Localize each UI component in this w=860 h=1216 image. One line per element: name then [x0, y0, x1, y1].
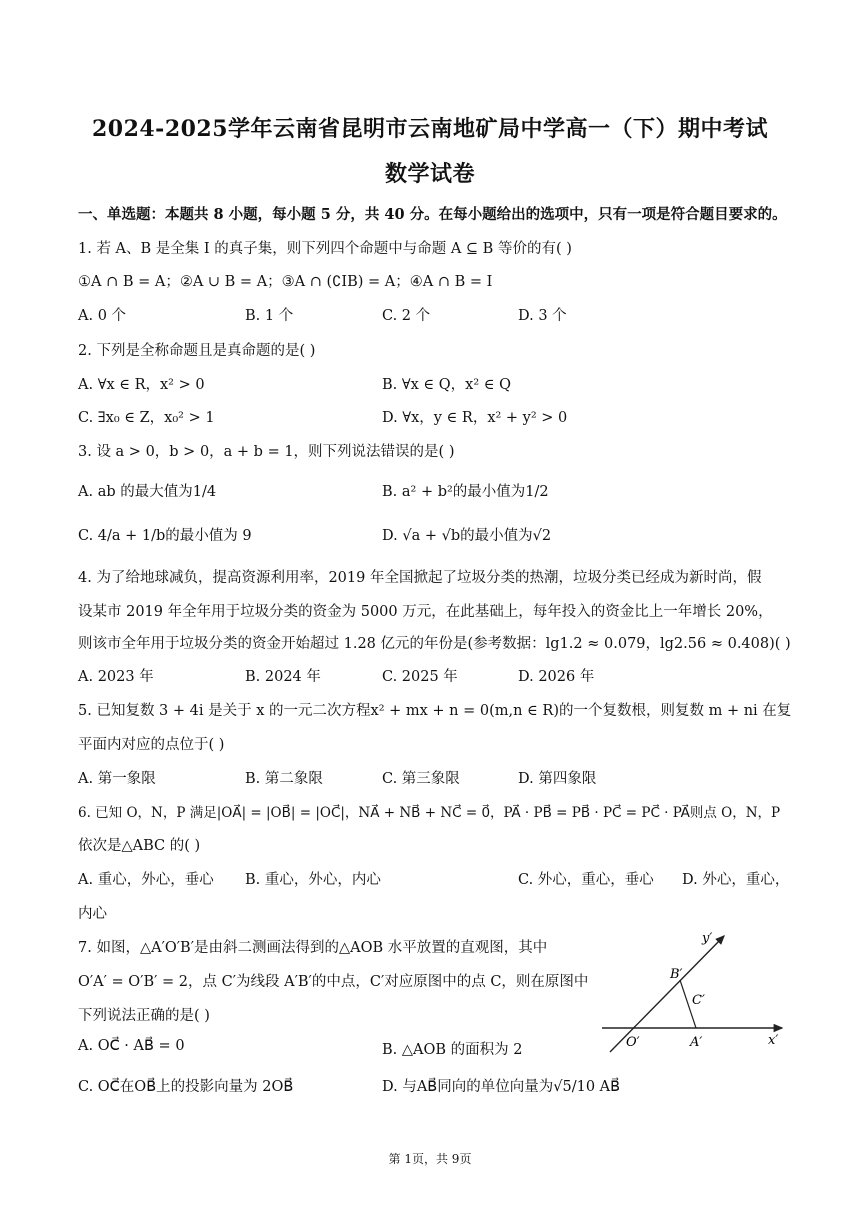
q1-option-b: B. 1 个: [245, 308, 294, 324]
q6-option-a: A. 重心，外心，垂心: [78, 872, 214, 888]
q4-option-c: C. 2025 年: [382, 669, 458, 685]
q5-option-b: B. 第二象限: [245, 771, 323, 787]
q5-line1: 5. 已知复数 3 + 4i 是关于 x 的一元二次方程x² + mx + n = 0(m,n ∈ R)的一个复数根，则复数 m + ni 在复: [78, 703, 792, 719]
q1-statements: ①A ∩ B = A；②A ∪ B = A；③A ∩ (∁IB) = A；④A ∩ B = I: [78, 274, 493, 290]
q2-option-d: D. ∀x，y ∈ R，x² + y² > 0: [382, 410, 568, 426]
q4-line2: 设某市 2019 年全年用于垃圾分类的资金为 5000 万元，在此基础上，每年投入的资金比上一年增长 20%，: [78, 604, 773, 620]
q7-option-b: B. △AOB 的面积为 2: [382, 1042, 523, 1058]
q4-option-d: D. 2026 年: [518, 669, 595, 685]
q3-option-b: B. a² + b²的最小值为1/2: [382, 484, 549, 500]
q3-stem: 3. 设 a > 0，b > 0，a + b = 1，则下列说法错误的是( ): [78, 444, 455, 460]
q3-option-d: D. √a + √b的最小值为√2: [382, 528, 552, 544]
q3-option-c: C. 4/a + 1/b的最小值为 9: [78, 528, 252, 544]
q4-line1: 4. 为了给地球减负，提高资源利用率，2019 年全国掀起了垃圾分类的热潮，垃圾分类已经成为新时尚，假: [78, 570, 762, 586]
q7-line1: 7. 如图，△A′O′B′是由斜二测画法得到的△AOB 水平放置的直观图，其中: [78, 940, 548, 956]
q1-stem: 1. 若 A、B 是全集 I 的真子集，则下列四个命题中与命题 A ⊆ B 等价的有( ): [78, 241, 572, 257]
q7-line3: 下列说法正确的是( ): [78, 1008, 210, 1024]
q5-option-a: A. 第一象限: [78, 771, 156, 787]
q3-option-a: A. ab 的最大值为1/4: [78, 484, 217, 500]
label-y-prime: y′: [702, 931, 713, 946]
q2-stem: 2. 下列是全称命题且是真命题的是( ): [78, 343, 316, 359]
page-footer: 第 1页，共 9页: [388, 1152, 472, 1166]
q6-option-d-wrap: 内心: [78, 906, 107, 922]
q6-option-c: C. 外心，重心，垂心: [518, 872, 654, 888]
q1-option-d: D. 3 个: [518, 308, 567, 324]
q2-option-a: A. ∀x ∈ R，x² > 0: [78, 377, 205, 393]
q6-line1: 6. 已知 O，N，P 满足|OA⃗| = |OB⃗| = |OC⃗|，NA⃗ + NB⃗ + NC⃗ = 0⃗，PA⃗ · PB⃗ = PB⃗ · PC⃗ = PC⃗ · PA⃗则点 O，N，P: [78, 805, 781, 821]
q5-line2: 平面内对应的点位于( ): [78, 737, 225, 753]
label-a-prime: A′: [690, 1035, 703, 1050]
q7-option-a: A. OC⃗ · AB⃗ = 0: [78, 1038, 185, 1054]
q4-option-b: B. 2024 年: [245, 669, 321, 685]
q1-option-a: A. 0 个: [78, 308, 127, 324]
q5-option-c: C. 第三象限: [382, 771, 460, 787]
section-heading: 一、单选题：本题共 8 小题，每小题 5 分，共 40 分。在每小题给出的选项中，只有一项是符合题目要求的。: [78, 206, 787, 223]
label-b-prime: B′: [670, 967, 683, 982]
q1-option-c: C. 2 个: [382, 308, 431, 324]
q7-line2: O′A′ = O′B′ = 2，点 C′为线段 A′B′的中点，C′对应原图中的点 C，则在原图中: [78, 974, 589, 990]
q6-line2: 依次是△ABC 的( ): [78, 838, 201, 854]
q6-option-b: B. 重心，外心，内心: [245, 872, 381, 888]
label-c-prime: C′: [692, 993, 705, 1008]
oblique-projection-figure: [598, 930, 788, 1060]
q2-option-c: C. ∃x₀ ∈ Z，x₀² > 1: [78, 410, 215, 426]
q4-option-a: A. 2023 年: [78, 669, 154, 685]
q2-option-b: B. ∀x ∈ Q，x² ∈ Q: [382, 377, 511, 393]
q6-option-d: D. 外心，重心，: [682, 872, 790, 888]
q7-option-d: D. 与AB⃗同向的单位向量为√5/10 AB⃗: [382, 1079, 621, 1095]
q7-option-c: C. OC⃗在OB⃗上的投影向量为 2OB⃗: [78, 1079, 294, 1095]
document-title: 2024-2025学年云南省昆明市云南地矿局中学高一（下）期中考试: [91, 116, 769, 142]
document-subtitle: 数学试卷: [384, 161, 475, 187]
label-x-prime: x′: [768, 1033, 779, 1048]
q4-line3: 则该市全年用于垃圾分类的资金开始超过 1.28 亿元的年份是(参考数据：lg1.2 ≈ 0.079，lg2.56 ≈ 0.408)( ): [78, 636, 791, 652]
label-o-prime: O′: [626, 1035, 640, 1050]
q5-option-d: D. 第四象限: [518, 771, 597, 787]
